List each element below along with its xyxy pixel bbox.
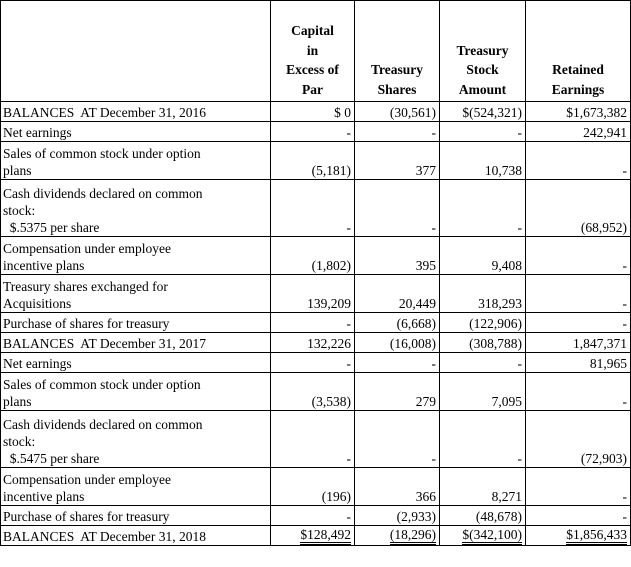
- value-text: 242,941: [583, 125, 627, 140]
- value-text: (6,668): [396, 316, 436, 331]
- row-label-line: Acquisitions: [3, 296, 72, 311]
- value-text: -: [346, 451, 351, 466]
- table-row: [1, 468, 631, 506]
- table-row: [1, 526, 631, 546]
- value-text: 395: [415, 258, 436, 273]
- row-label-line: Net earnings: [3, 356, 72, 371]
- value-text: (5,181): [311, 163, 351, 178]
- value-text: 318,293: [478, 296, 522, 311]
- value-cell: [440, 122, 526, 142]
- value-cell: [271, 102, 355, 122]
- value-cell: [355, 506, 440, 526]
- value-text: $ 0: [334, 105, 351, 120]
- value-cell: [355, 275, 440, 313]
- value-text: (68,952): [580, 220, 627, 235]
- value-text: (122,906): [469, 316, 522, 331]
- value-text: $1,856,433: [566, 527, 627, 545]
- row-label-line: plans: [3, 163, 32, 178]
- row-label: [1, 180, 271, 237]
- value-cell: [440, 180, 526, 237]
- value-cell: [526, 373, 631, 411]
- value-cell: [526, 526, 631, 546]
- value-cell: [271, 411, 355, 468]
- row-label: [1, 275, 271, 313]
- table-row: [1, 411, 631, 468]
- value-cell: [355, 313, 440, 333]
- value-cell: [526, 180, 631, 237]
- row-label-line: BALANCES AT December 31, 2017: [3, 336, 206, 351]
- value-text: -: [431, 220, 436, 235]
- value-text: (30,561): [389, 105, 436, 120]
- value-cell: [271, 373, 355, 411]
- value-text: -: [622, 163, 627, 178]
- value-text: 279: [415, 394, 436, 409]
- row-label-line: $.5475 per share: [3, 451, 100, 466]
- value-text: -: [346, 509, 351, 524]
- value-cell: [440, 333, 526, 353]
- value-cell: [355, 180, 440, 237]
- table-row: [1, 122, 631, 142]
- value-text: $(524,321): [462, 105, 522, 120]
- value-text: -: [622, 296, 627, 311]
- row-label: [1, 411, 271, 468]
- value-text: 9,408: [491, 258, 522, 273]
- row-label-line: incentive plans: [3, 489, 85, 504]
- value-cell: [271, 353, 355, 373]
- value-text: 10,738: [484, 163, 522, 178]
- row-label-line: Purchase of shares for treasury: [3, 316, 170, 331]
- value-cell: [355, 237, 440, 275]
- header-treasury-shares: Treasury Shares: [355, 1, 440, 102]
- table-row: [1, 353, 631, 373]
- value-cell: [355, 526, 440, 546]
- value-cell: [355, 102, 440, 122]
- table-row: [1, 180, 631, 237]
- value-cell: [440, 353, 526, 373]
- row-label-line: Treasury shares exchanged for: [3, 279, 168, 294]
- row-label-line: plans: [3, 394, 32, 409]
- row-label: [1, 373, 271, 411]
- value-text: -: [622, 258, 627, 273]
- header-treasury-stock-amount: Treasury Stock Amount: [440, 1, 526, 102]
- value-text: -: [622, 394, 627, 409]
- header-retained-earnings: Retained Earnings: [526, 1, 631, 102]
- value-text: 8,271: [491, 489, 522, 504]
- table-body: [1, 102, 631, 546]
- value-cell: [271, 506, 355, 526]
- value-text: -: [622, 509, 627, 524]
- value-cell: [526, 506, 631, 526]
- value-cell: [355, 353, 440, 373]
- row-label-line: Cash dividends declared on common: [3, 417, 203, 432]
- value-cell: [271, 275, 355, 313]
- value-cell: [355, 142, 440, 180]
- value-text: $1,673,382: [566, 105, 627, 120]
- value-text: $(342,100): [462, 527, 522, 545]
- table-row: [1, 102, 631, 122]
- row-label-line: incentive plans: [3, 258, 85, 273]
- value-cell: [355, 373, 440, 411]
- value-cell: [526, 142, 631, 180]
- value-text: 132,226: [307, 336, 351, 351]
- value-text: 139,209: [307, 296, 351, 311]
- value-cell: [440, 102, 526, 122]
- value-cell: [355, 468, 440, 506]
- value-text: 1,847,371: [573, 336, 627, 351]
- value-text: -: [622, 316, 627, 331]
- value-cell: [271, 142, 355, 180]
- value-text: -: [346, 220, 351, 235]
- row-label: [1, 506, 271, 526]
- value-cell: [440, 275, 526, 313]
- header-capital-in-excess-of-par: Capital in Excess of Par: [271, 1, 355, 102]
- value-cell: [526, 411, 631, 468]
- value-cell: [440, 411, 526, 468]
- row-label: [1, 102, 271, 122]
- table-row: [1, 237, 631, 275]
- header-blank: [1, 1, 271, 102]
- value-text: (18,296): [390, 527, 436, 545]
- row-label: [1, 333, 271, 353]
- row-label: [1, 122, 271, 142]
- value-cell: [440, 142, 526, 180]
- value-cell: [526, 468, 631, 506]
- value-text: -: [346, 125, 351, 140]
- row-label: [1, 313, 271, 333]
- row-label-line: Compensation under employee: [3, 241, 171, 256]
- row-label: [1, 142, 271, 180]
- value-cell: [526, 353, 631, 373]
- table-row: [1, 275, 631, 313]
- value-text: -: [517, 220, 522, 235]
- value-text: $128,492: [300, 527, 351, 545]
- value-cell: [355, 333, 440, 353]
- value-text: 377: [415, 163, 436, 178]
- value-cell: [271, 180, 355, 237]
- row-label-line: Sales of common stock under option: [3, 146, 201, 161]
- value-text: -: [622, 489, 627, 504]
- value-text: -: [517, 125, 522, 140]
- value-cell: [440, 313, 526, 333]
- row-label-line: BALANCES AT December 31, 2018: [3, 529, 206, 544]
- value-text: -: [431, 356, 436, 371]
- row-label-line: BALANCES AT December 31, 2016: [3, 105, 206, 120]
- value-text: (16,008): [389, 336, 436, 351]
- value-text: 366: [415, 489, 436, 504]
- table-row: [1, 506, 631, 526]
- value-text: (48,678): [475, 509, 522, 524]
- row-label-line: Sales of common stock under option: [3, 377, 201, 392]
- table-row: [1, 313, 631, 333]
- row-label-line: stock:: [3, 203, 36, 218]
- value-text: (308,788): [469, 336, 522, 351]
- row-label-line: $.5375 per share: [3, 220, 100, 235]
- value-cell: [271, 526, 355, 546]
- value-cell: [440, 526, 526, 546]
- value-text: -: [431, 125, 436, 140]
- table-row: [1, 373, 631, 411]
- value-cell: [526, 237, 631, 275]
- value-text: -: [346, 356, 351, 371]
- row-label: [1, 353, 271, 373]
- value-text: -: [431, 451, 436, 466]
- value-text: 20,449: [398, 296, 436, 311]
- value-text: (1,802): [311, 258, 351, 273]
- value-cell: [526, 333, 631, 353]
- row-label-line: Cash dividends declared on common: [3, 186, 203, 201]
- row-label-line: Compensation under employee: [3, 472, 171, 487]
- value-text: 81,965: [589, 356, 627, 371]
- row-label-line: Net earnings: [3, 125, 72, 140]
- row-label: [1, 526, 271, 546]
- value-cell: [526, 122, 631, 142]
- value-cell: [271, 313, 355, 333]
- value-cell: [355, 122, 440, 142]
- value-cell: [526, 313, 631, 333]
- row-label: [1, 237, 271, 275]
- value-cell: [526, 102, 631, 122]
- value-cell: [355, 411, 440, 468]
- header-row: [1, 1, 631, 102]
- value-cell: [271, 468, 355, 506]
- value-cell: [271, 122, 355, 142]
- value-cell: [440, 373, 526, 411]
- table-row: [1, 333, 631, 353]
- row-label-line: stock:: [3, 434, 36, 449]
- value-text: 7,095: [491, 394, 522, 409]
- value-cell: [440, 237, 526, 275]
- value-cell: [526, 275, 631, 313]
- value-text: (196): [321, 489, 351, 504]
- value-cell: [271, 237, 355, 275]
- value-text: (3,538): [311, 394, 351, 409]
- row-label-line: Purchase of shares for treasury: [3, 509, 170, 524]
- value-text: (72,903): [580, 451, 627, 466]
- value-cell: [440, 468, 526, 506]
- row-label: [1, 468, 271, 506]
- value-text: (2,933): [396, 509, 436, 524]
- value-cell: [440, 506, 526, 526]
- table-row: [1, 142, 631, 180]
- value-text: -: [517, 451, 522, 466]
- value-text: -: [517, 356, 522, 371]
- value-text: -: [346, 316, 351, 331]
- value-cell: [271, 333, 355, 353]
